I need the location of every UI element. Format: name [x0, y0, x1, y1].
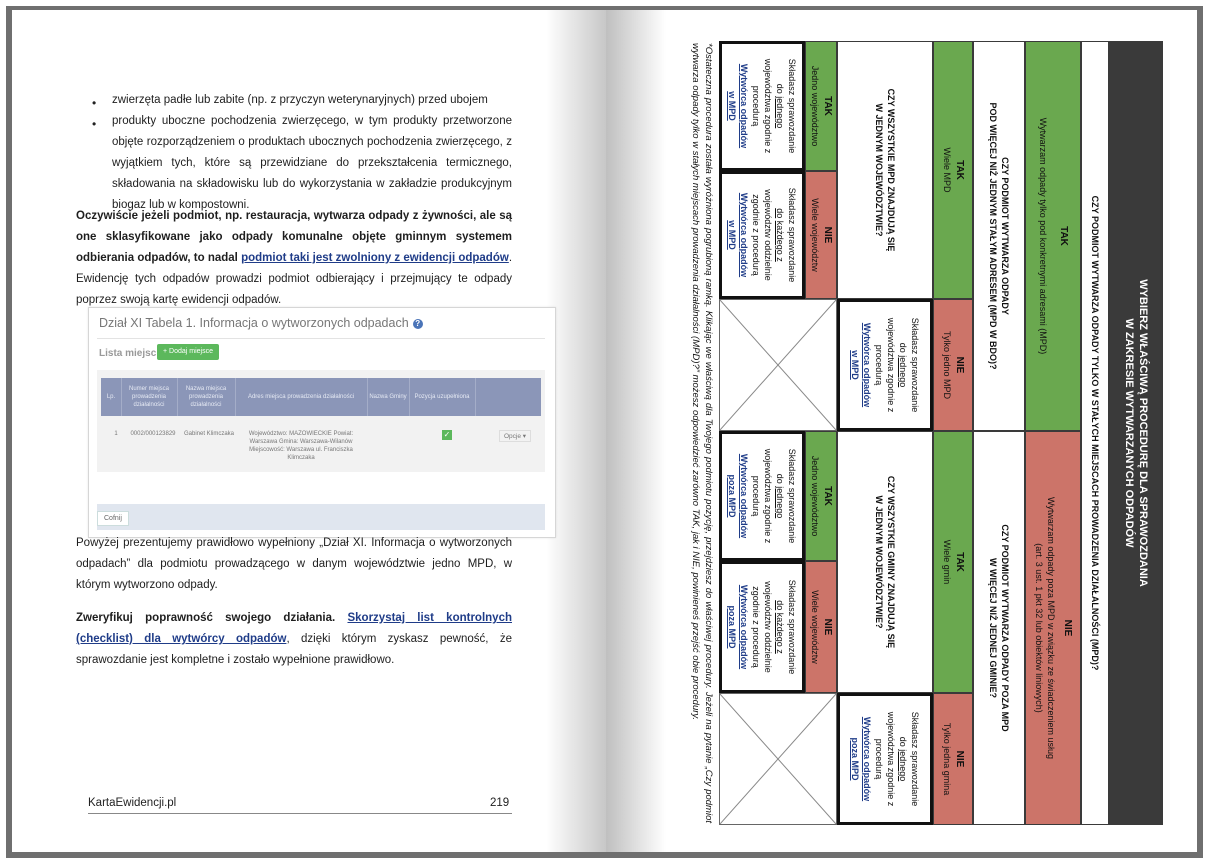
form-footer-bar	[97, 504, 545, 530]
link-checklist[interactable]: Skorzystaj list kontrolnych (checklist) dla wytwórcy odpadów	[76, 612, 512, 645]
checkmark-icon: ✓	[443, 430, 451, 439]
bullet-item: produkty uboczne pochodzenia zwierzęcego, w tym produkty przetworzone objęte rozporządzeniem o produktach ubocznych pochodzenia zwierzęcego, z wyjątkiem tych, które są przewidziane do przekształcenia termicznego, składowania na składowisku lub do wykorzystania w zakładzie produkcyjnym biogaz lub w kompostowni.	[112, 115, 512, 211]
divider	[97, 338, 545, 339]
multi-gmin-yes-box[interactable]: TAK Wiele gmin	[933, 431, 973, 693]
column-header[interactable]: Numer miejsca prowadzenia działalności	[121, 378, 178, 416]
cell-numer: 0002/000123829	[130, 431, 176, 437]
paragraph-zwolnienie	[76, 206, 512, 311]
form-title: Dział XI Tabela 1. Informacja o wytworzonych odpadach ?	[99, 316, 423, 330]
one-woj-gmin-yes[interactable]: TAK Jedno województwo	[805, 431, 837, 561]
column-header[interactable]: Lp.	[101, 378, 122, 416]
add-place-button[interactable]: + Dodaj miejsce	[157, 344, 219, 360]
table-header	[101, 378, 541, 416]
flowchart-footnote: *Ostateczna procedura została wyróżniona pogrubioną ramką. Klikając we właściwą dla Twojego podmiotu pozycję, przejdziesz do właściwej procedury. Jeżeli na pytanie „Czy podmiot wytwarza odpady tylko w stałych miejscach prowadzenia działalności (MPD)?” możesz odpowiedzieć zarówno TAK, jak i NIE, powinieneś przejść obie procedury.	[690, 43, 714, 823]
multi-gmin-no-box[interactable]: NIE Tylko jedna gmina	[933, 693, 973, 825]
paragraph-checklist	[76, 608, 512, 671]
cell-lp: 1	[114, 431, 118, 437]
column-header[interactable]: Pozycja uzupełniona	[409, 378, 476, 416]
flowchart-title: WYBIERZ WŁAŚCIWĄ PROCEDURĘ DLA SPRAWOZDANIA W ZAKRESIE WYTWARZANYCH ODPADÓW	[1109, 41, 1163, 825]
cross-icon	[720, 300, 836, 430]
embedded-form-screenshot	[88, 307, 556, 538]
procedure-box-single-gmina[interactable]: Składasz sprawozdanie do jednego województwa zgodnie z procedurą Wytwórca odpadów poza MPD	[837, 693, 933, 825]
link-zwolniony[interactable]: podmiot taki jest zwolniony z ewidencji odpadów	[241, 252, 509, 264]
procedure-box-single-mpd[interactable]: Składasz sprawozdanie do jednego województwa zgodnie z procedurą Wytwórca odpadów w MPD	[837, 299, 933, 431]
main-yes-box[interactable]: TAK Wytwarzam odpady tylko pod konkretnymi adresami (MPD)	[1025, 41, 1081, 431]
paragraph-summary: Powyżej prezentujemy prawidłowo wypełniony „Dział XI. Informacja o wytworzonych odpadach” dla podmiotu prowadzącego w danym województwie jedno MPD, w którym wytworzono odpady.	[76, 537, 512, 591]
question-multiple-gminy: CZY PODMIOT WYTWARZA ODPADY POZA MPD W WIĘCEJ NIŻ JEDNEJ GMINIE?	[973, 431, 1025, 825]
cross-icon	[720, 694, 836, 824]
multi-mpd-yes-box[interactable]: TAK Wiele MPD	[933, 41, 973, 299]
column-header-empty	[475, 378, 541, 416]
question-gminy-one-voivodeship: CZY WSZYSTKIE GMINY ZNAJDUJĄ SIĘ W JEDNYM WOJEWÓDZTWIE?	[837, 431, 933, 693]
page-number: 219	[490, 797, 510, 809]
empty-cross-cell	[719, 693, 837, 825]
procedure-box-mpd-one-woj[interactable]: Składasz sprawozdanie do jednego województwa zgodnie z procedurą Wytwórca odpadów w MPD	[719, 41, 805, 171]
procedure-box-gmin-one-woj[interactable]: Składasz sprawozdanie do jednego województwa zgodnie z procedurą Wytwórca odpadów poza MPD	[719, 431, 805, 561]
back-button[interactable]: Cofnij	[97, 511, 129, 526]
cell-adres: Województwo: MAZOWIECKIE Powiat: Warszawa Gmina: Warszawa-Wilanów Miejscowość: Warszawa ul. Franciszka Klimczaka	[248, 431, 354, 461]
left-page	[12, 10, 606, 852]
column-header[interactable]: Adres miejsca prowadzenia działalności	[235, 378, 368, 416]
paragraph-text: , dzięki którym zyskasz pewność, że sprawozdanie jest kompletne i zostało wypełnione prawidłowo.	[76, 633, 512, 666]
column-header[interactable]: Nazwa miejsca prowadzenia działalności	[177, 378, 236, 416]
procedure-box-mpd-many-woj[interactable]: Składasz sprawozdanie do każdego z województw oddzielnie zgodnie z procedurą Wytwórca odpadów w MPD	[719, 171, 805, 299]
one-woj-gmin-no[interactable]: NIE Wiele województw	[805, 561, 837, 693]
main-question: CZY PODMIOT WYTWARZA ODPADY TYLKO W STAŁYCH MIEJSCACH PROWADZENIA DZIAŁALNOŚCI (MPD)?	[1081, 41, 1109, 825]
options-dropdown[interactable]: Opcje ▾	[499, 430, 531, 442]
help-icon[interactable]: ?	[413, 319, 423, 329]
bullet-item: zwierzęta padłe lub zabite (np. z przyczyn weterynaryjnych) przed ubojem	[112, 94, 488, 106]
main-no-box[interactable]: NIE Wytwarzam odpady poza MPD w związku ze świadczeniem usług (art. 3 ust. 1 pkt 32 lub obiektów liniowych)	[1025, 431, 1081, 825]
multi-mpd-no-box[interactable]: NIE Tylko jedno MPD	[933, 299, 973, 431]
one-woj-mpd-yes[interactable]: TAK Jedno województwo	[805, 41, 837, 171]
question-multiple-mpd: CZY PODMIOT WYTWARZA ODPADY POD WIĘCEJ NIŻ JEDNYM STAŁYM ADRESEM (MPD W BDO)?	[973, 41, 1025, 431]
paragraph-text: . Ewidencję tych odpadów prowadzi podmiot odbierający i przejmujący te odpady poprzez swoją kartę ewidencji odpadów.	[76, 252, 513, 306]
footer-divider	[88, 813, 512, 814]
one-woj-mpd-no[interactable]: NIE Wiele województw	[805, 171, 837, 299]
paragraph-bold: Zweryfikuj poprawność swojego działania.	[76, 612, 336, 624]
bullet-icon: •	[92, 96, 97, 110]
question-mpd-one-voivodeship: CZY WSZYSTKIE MPD ZNAJDUJĄ SIĘ W JEDNYM WOJEWÓDZTWIE?	[837, 41, 933, 299]
column-header[interactable]: Nazwa Gminy	[367, 378, 410, 416]
bullet-icon: •	[92, 117, 97, 131]
procedure-box-gmin-many-woj[interactable]: Składasz sprawozdanie do każdego z województw oddzielnie zgodnie z procedurą Wytwórca odpadów poza MPD	[719, 561, 805, 693]
cell-nazwa: Gabinet Klimczaka	[183, 431, 235, 437]
footer-site: KartaEwidencji.pl	[88, 797, 177, 809]
procedure-flowchart	[649, 41, 1163, 825]
paragraph-bold: Oczywiście jeżeli podmiot, np. restauracja, wytwarza odpady z żywności, ale są one sklasyfikowane jako odpady komunalne objęte gminnym systemem odbierania odpadów, to nadal	[76, 210, 512, 264]
empty-cross-cell	[719, 299, 837, 431]
lista-label: Lista miejsc	[99, 348, 157, 359]
